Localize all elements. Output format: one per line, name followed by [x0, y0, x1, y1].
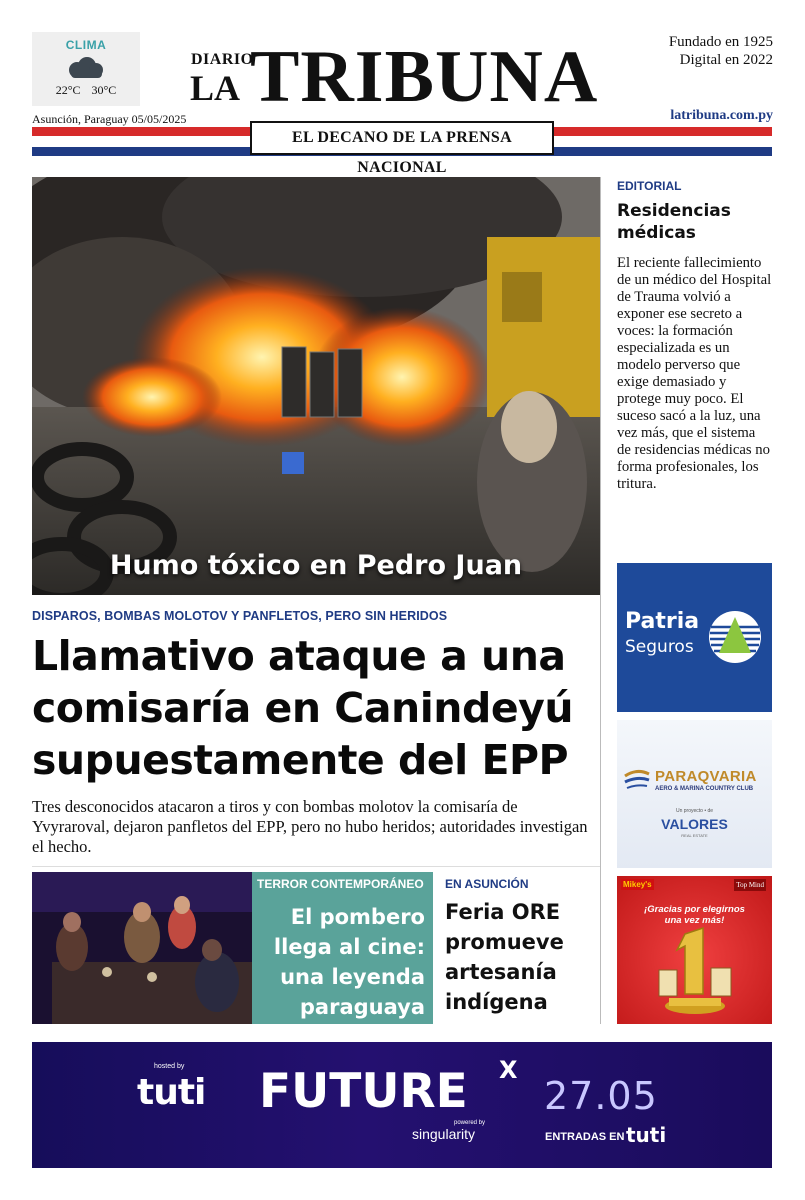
tagline: EL DECANO DE LA PRENSA NACIONAL: [250, 121, 554, 155]
ad-mikeys[interactable]: [617, 876, 772, 1024]
tagline-line: una vez más!: [664, 915, 725, 926]
site-url-link[interactable]: latribuna.com.py: [670, 108, 773, 123]
headline-line[interactable]: comisaría en Canindeyú: [32, 684, 574, 732]
ad-patria-name: Patria: [625, 609, 700, 634]
tagline-line: ¡Gracias por elegirnos: [644, 904, 745, 915]
story-pombero-kicker: TERROR CONTEMPORÁNEO: [257, 877, 424, 891]
editorial-kicker: EDITORIAL: [617, 179, 682, 193]
ad-paraqvaria-sub: AERO & MARINA COUNTRY CLUB: [655, 786, 754, 792]
weather-widget: [32, 32, 140, 106]
ad-mikeys-logo: Mikey's: [623, 880, 652, 889]
ad-patria-seguros[interactable]: [617, 563, 772, 712]
trophy-number-one-icon: [655, 924, 735, 1022]
story-pombero[interactable]: [32, 872, 433, 1024]
temp-min: 22°C: [55, 83, 81, 97]
cloud-icon: [62, 57, 110, 79]
weather-label: CLIMA: [65, 38, 107, 52]
ad-paraqvaria[interactable]: [617, 720, 772, 868]
banner-tickets-logo[interactable]: tuti: [626, 1123, 667, 1147]
ad-future-banner[interactable]: [32, 1042, 772, 1168]
title-line[interactable]: Feria ORE: [445, 900, 561, 924]
hero-photo-caption: Humo tóxico en Pedro Juan: [109, 550, 523, 581]
title-line[interactable]: paraguaya: [299, 995, 425, 1019]
story-feria-ore[interactable]: [445, 872, 595, 1017]
founded-info: [669, 33, 773, 69]
title-line[interactable]: indígena: [445, 990, 548, 1014]
logo-tribuna[interactable]: TRIBUNA: [250, 36, 599, 118]
ad-paraqvaria-name: PARAQVARIA: [655, 768, 757, 785]
story-pombero-photo[interactable]: [32, 872, 252, 1024]
hero-photo[interactable]: [32, 177, 600, 595]
dateline: Asunción, Paraguay 05/05/2025: [32, 112, 187, 126]
temp-max: 30°C: [91, 83, 117, 97]
logo-la[interactable]: LA: [190, 68, 241, 108]
story-pombero-title[interactable]: [257, 902, 425, 1022]
banner-event-name: FUTURE: [259, 1064, 468, 1119]
story-feria-kicker: EN ASUNCIÓN: [445, 877, 529, 891]
banner-sponsor: singularity: [412, 1126, 476, 1142]
patria-emblem-icon: [707, 609, 763, 665]
title-line[interactable]: artesanía: [445, 960, 557, 984]
ad-paraqvaria-small: Un proyecto • de: [675, 808, 714, 814]
title-line[interactable]: promueve: [445, 930, 564, 954]
ad-mikeys-tagline: [617, 904, 772, 926]
founded-year: Fundado en 1925: [668, 34, 773, 50]
logo-diario[interactable]: DIARIO: [191, 51, 254, 68]
story-pombero-panel[interactable]: [252, 872, 433, 1024]
ad-topmind-logo: Top Mind: [736, 881, 764, 889]
fire-scene-image: [32, 177, 600, 595]
paraqvaria-wing-icon: [623, 768, 651, 792]
banner-hosted-by: hosted by: [154, 1063, 185, 1070]
ad-valores-brand: VALORES: [661, 816, 728, 832]
section-divider: [32, 866, 600, 867]
title-line[interactable]: El pombero: [290, 905, 425, 929]
title-line[interactable]: llega al cine:: [273, 935, 425, 959]
ad-valores-sub: REAL ESTATE: [681, 833, 708, 838]
editorial-body: El reciente fallecimiento de un médico del Hospital de Trauma volvió a exponer ese secreto a voces: la formación especializada es un modelo perverso que exige demasiado y protege muy poco. El suceso sacó a la luz, una vez más, que el sistema de residencias médicas no forma profesionales, los tritura.: [617, 255, 772, 492]
banner-date: 27.05: [544, 1074, 658, 1118]
editorial-title[interactable]: Residencias médicas: [617, 201, 731, 243]
cinema-scene-image: [32, 872, 252, 1024]
hero-kicker: DISPAROS, BOMBAS MOLOTOV Y PANFLETOS, PERO SIN HERIDOS: [32, 609, 448, 623]
weather-temps: [32, 83, 140, 98]
banner-tickets-label: ENTRADAS EN: [545, 1131, 625, 1143]
digital-year: Digital en 2022: [679, 52, 773, 68]
hero-headline[interactable]: [32, 630, 600, 786]
banner-powered-by: powered by: [454, 1120, 486, 1126]
hero-lede: Tres desconocidos atacaron a tiros y con bombas molotov la comisaría de Yvyraroval, dejaron panfletos del EPP, pero no hubo heridos; autoridades investigan el hecho.: [32, 797, 588, 856]
story-feria-title[interactable]: [445, 897, 595, 1017]
column-divider: [600, 177, 601, 1024]
headline-line[interactable]: supuestamente del EPP: [32, 736, 569, 784]
title-line[interactable]: una leyenda: [280, 965, 425, 989]
headline-line[interactable]: Llamativo ataque a una: [32, 632, 566, 680]
banner-tuti-logo: tuti: [137, 1072, 206, 1113]
flag-stripe: [32, 127, 772, 176]
ad-patria-sub: Seguros: [625, 637, 694, 657]
banner-event-mark: X: [499, 1056, 518, 1084]
